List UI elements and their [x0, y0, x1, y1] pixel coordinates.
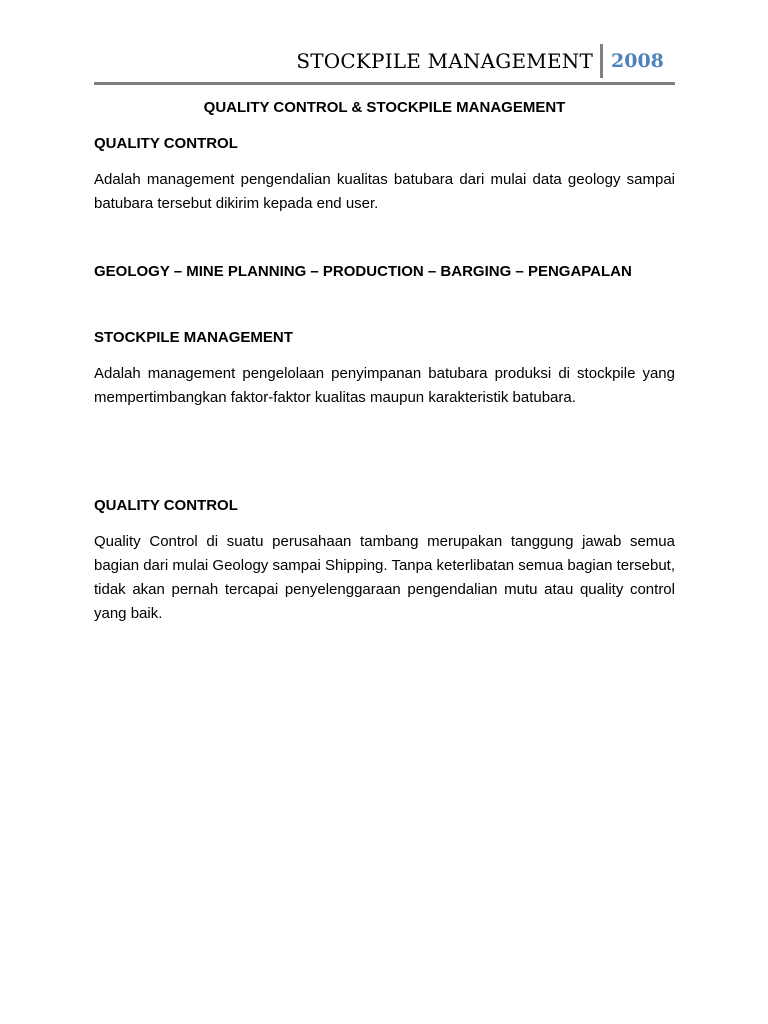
header-divider	[600, 44, 603, 78]
section-paragraph-stockpile-management: Adalah management pengelolaan penyimpanan batubara produksi di stockpile yang mempertimbangkan faktor-faktor kualitas maupun karakteristik batubara.	[94, 365, 675, 406]
header-title: STOCKPILE MANAGEMENT	[296, 49, 593, 73]
page-header	[94, 44, 675, 85]
header-year: 2008	[611, 50, 664, 72]
section-paragraph-quality-control-2: Quality Control di suatu perusahaan tambang merupakan tanggung jawab semua bagian dari mulai Geology sampai Shipping. Tanpa keterlibatan semua bagian tersebut, tidak akan pernah tercapai penyelenggaraan pengendalian mutu atau quality control yang baik.	[94, 533, 675, 622]
section-heading-stockpile-management: STOCKPILE MANAGEMENT	[94, 329, 293, 346]
document-title: QUALITY CONTROL & STOCKPILE MANAGEMENT	[203, 99, 566, 116]
document-body	[94, 96, 675, 626]
section-heading-quality-control: QUALITY CONTROL	[94, 135, 238, 152]
section-paragraph-quality-control: Adalah management pengendalian kualitas batubara dari mulai data geology sampai batubara tersebut dikirim kepada end user.	[94, 171, 675, 212]
process-flow-line: GEOLOGY – MINE PLANNING – PRODUCTION – BARGING – PENGAPALAN	[94, 263, 632, 280]
section-heading-quality-control-2: QUALITY CONTROL	[94, 497, 238, 514]
